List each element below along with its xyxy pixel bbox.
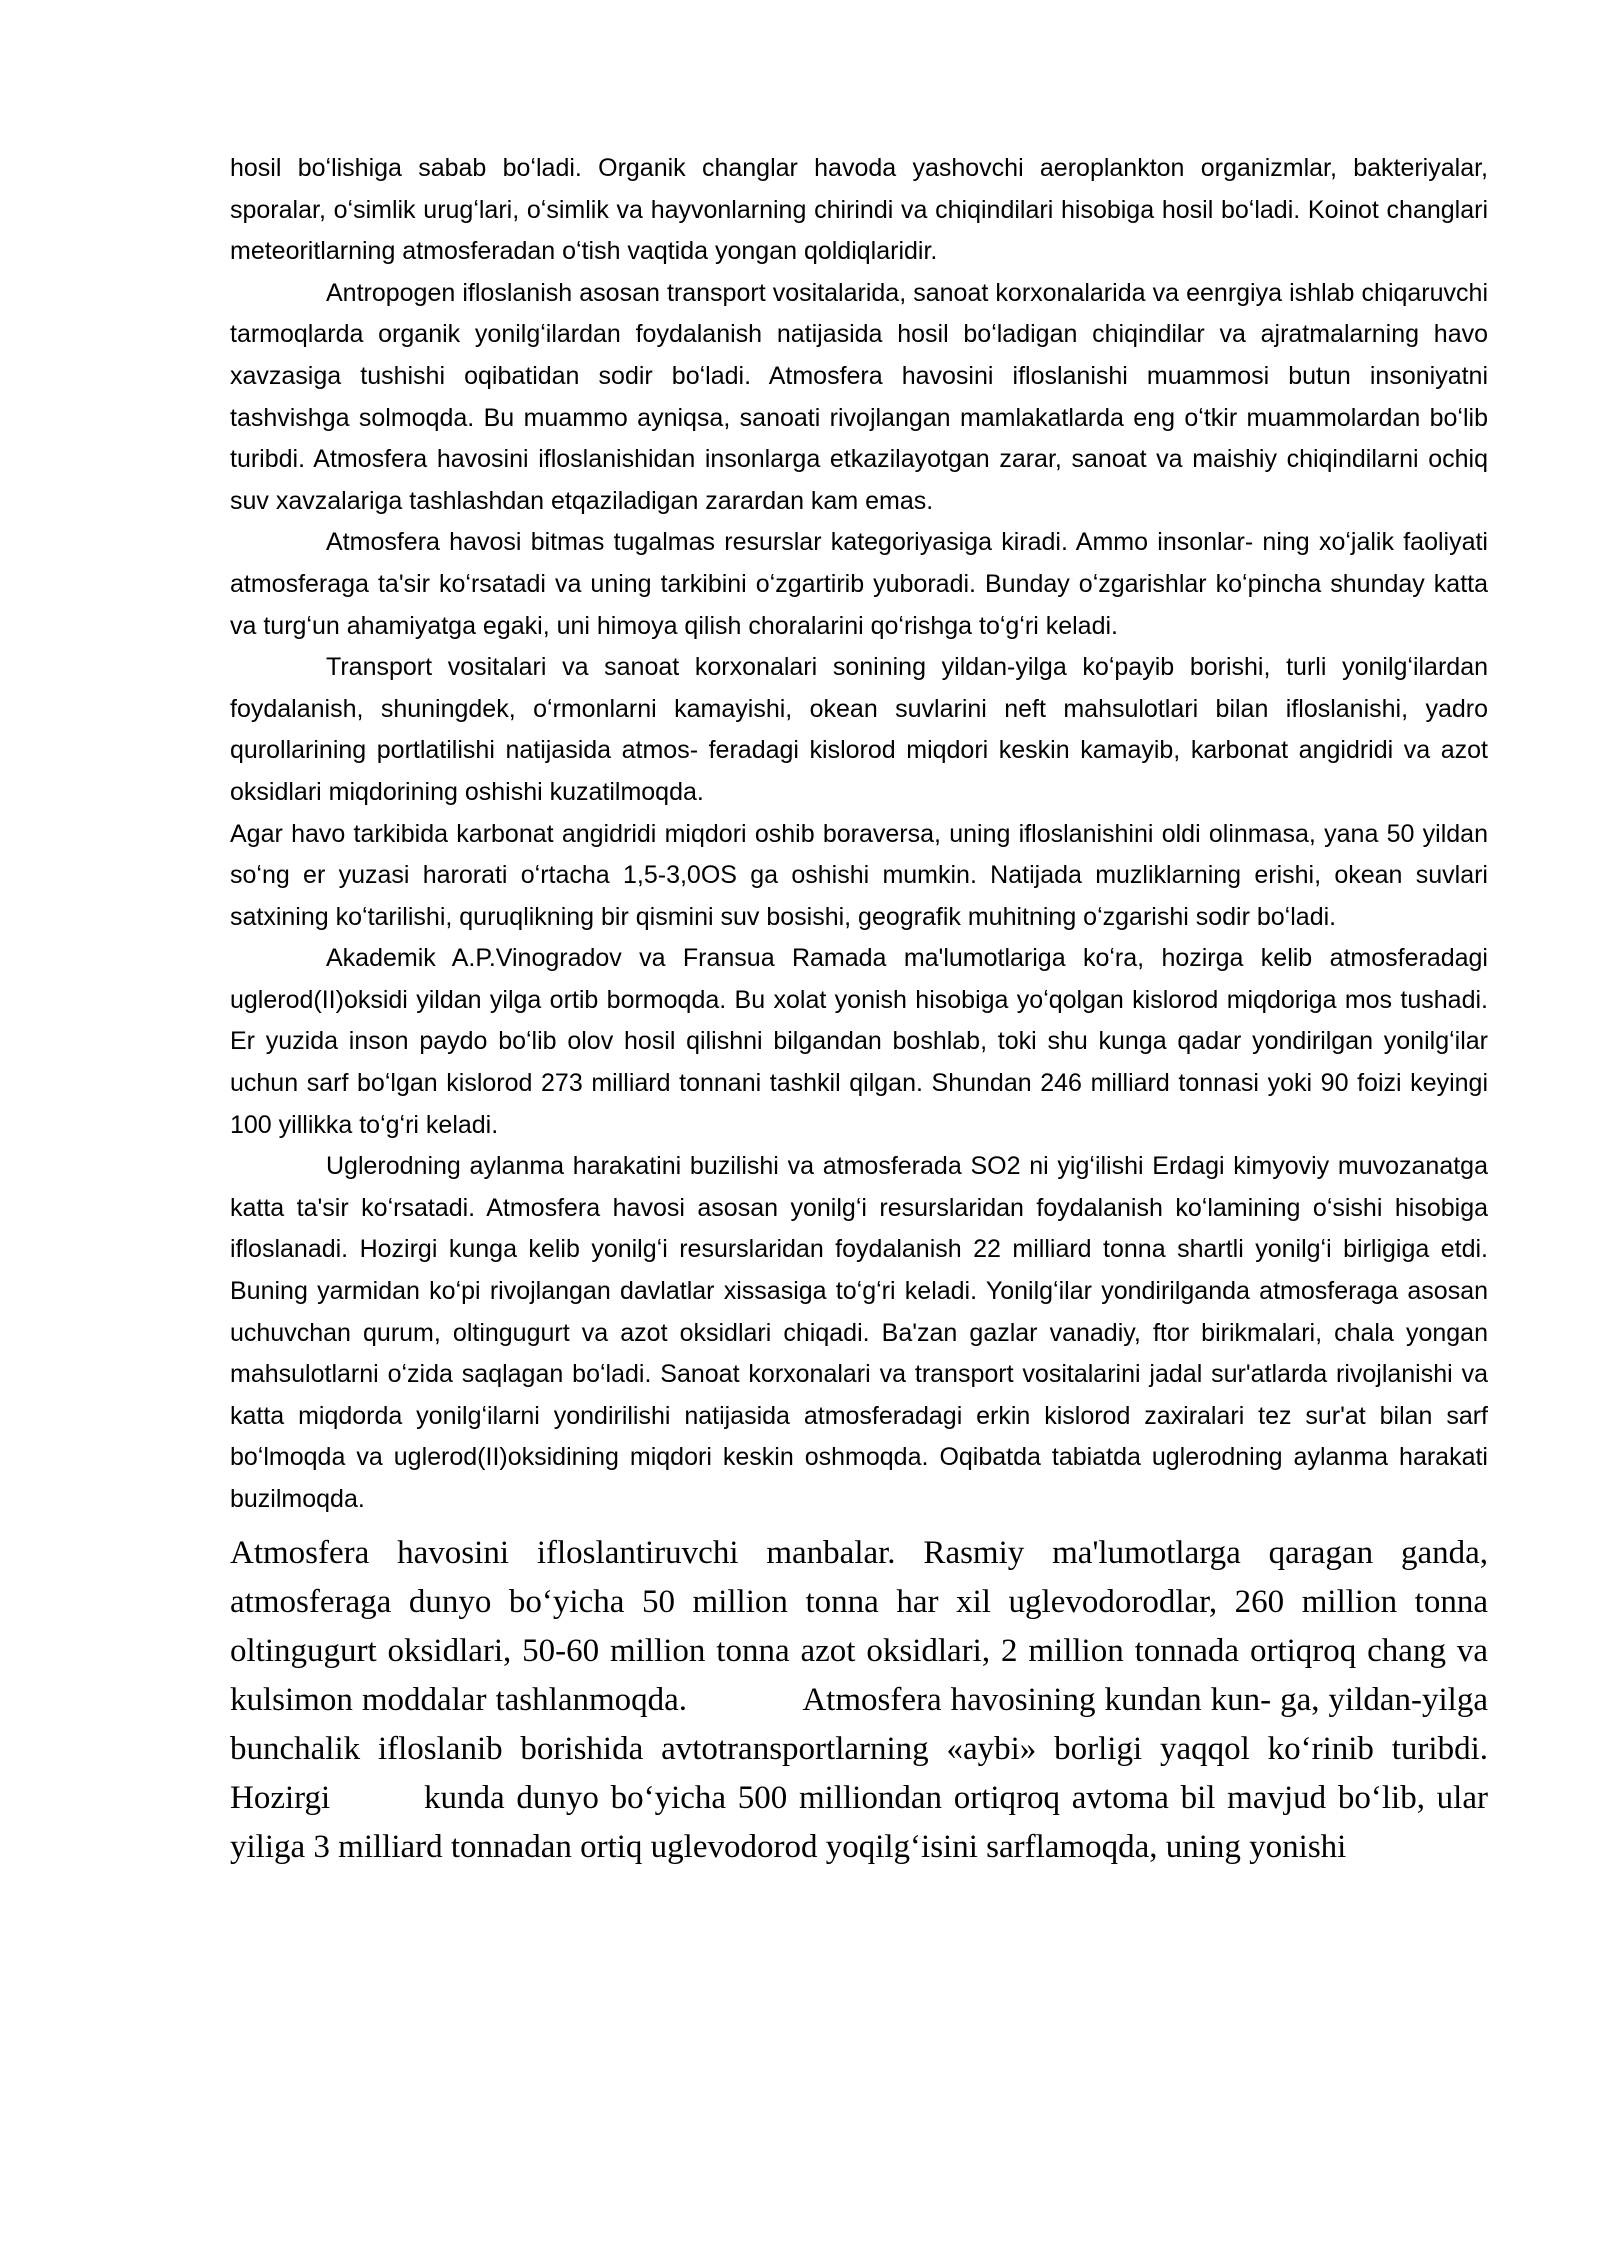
paragraph-4: Transport vositalari va sanoat korxonalari sonining yildan-yilga koʻpayib borishi, turli yonilgʻilardan foydalanish, shuningdek, oʻrmonlarni kamayishi, okean suvlarini neft mahsulotlari bilan ifloslanishi, yadro qurollarining portlatilishi natijasida atmos- feradagi kislorod miqdori keskin kamayib, karbonat angidridi va azot oksidlari miqdorining oshishi kuzatilmoqda. [230, 653, 1488, 806]
paragraph-3: Atmosfera havosi bitmas tugalmas resurslar kategoriyasiga kiradi. Ammo insonlar- ning xoʻjalik faoliyati atmosferaga ta'sir koʻrsatadi va uning tarkibini oʻzgartirib yuboradi. Bunday oʻzgarishlar koʻpincha shunday katta va turgʻun ahamiyatga egaki, uni himoya qilish choralarini qoʻrishga toʻgʻri keladi. [230, 528, 1488, 640]
paragraph-6: Akademik A.P.Vinogradov va Fransua Ramada ma'lumotlariga koʻra, hozirga kelib atmosferadagi uglerod(II)oksidi yildan yilga ortib bormoqda. Bu xolat yonish hisobiga yoʻqolgan kislorod miqdoriga mos tushadi. Er yuzida inson paydo boʻlib olov hosil qilishni bilgandan boshlab, toki shu kunga qadar yondirilgan yonilgʻilar uchun sarf boʻlgan kislorod 273 milliard tonnani tashkil qilgan. Shundan 246 milliard tonnasi yoki 90 foizi keyingi 100 yillikka toʻgʻri keladi. [230, 944, 1488, 1139]
paragraph-8: Atmosfera havosini ifloslantiruvchi manbalar. Rasmiy ma'lumotlarga qaragan ganda, atmosferaga dunyo boʻyicha 50 million tonna har xil uglevodorodlar, 260 million tonna oltingugurt oksidlari, 50-60 million tonna azot oksidlari, 2 million tonnada ortiqroq chang va kulsimon moddalar tashlanmoqda. Atmosfera havosining kundan kun- ga, yildan-yilga bunchalik ifloslanib borishida avtotransportlarning «aybi» borligi yaqqol koʻrinib turibdi. Hozirgi kunda dunyo boʻyicha 500 milliondan ortiqroq avtoma bil mavjud boʻlib, ular yiliga 3 milliard tonnadan ortiq uglevodorod yoqilgʻisini sarflamoqda, uning yonishi [230, 1534, 1546, 1865]
paragraph-1: hosil boʻlishiga sabab boʻladi. Organik changlar havoda yashovchi aeroplankton organizmlar, bakteriyalar, sporalar, oʻsimlik urugʻlari, oʻsimlik va hayvonlarning chirindi va chiqindilari hisobiga hosil boʻladi. Koinot changlari meteoritlarning atmosferadan oʻtish vaqtida yongan qoldiqlaridir. [230, 154, 1488, 266]
paragraph-7: Uglerodning aylanma harakatini buzilishi va atmosferada SO2 ni yigʻilishi Erdagi kimyoviy muvozanatga katta ta'sir koʻrsatadi. Atmosfera havosi asosan yonilgʻi resurslaridan foydalanish koʻlamining oʻsishi hisobiga ifloslanadi. Hozirgi kunga kelib yonilgʻi resurslaridan foydalanish 22 milliard tonna shartli yonilgʻi birligiga etdi. Buning yarmidan koʻpi rivojlangan davlatlar xissasiga toʻgʻri keladi. Yonilgʻilar yondirilganda atmosferaga asosan uchuvchan qurum, oltingugurt va azot oksidlari chiqadi. Ba'zan gazlar vanadiy, ftor birikmalari, chala yongan mahsulotlarni oʻzida saqlagan boʻladi. Sanoat korxonalari va transport vositalarini jadal sur'atlarda rivojlanishi va katta miqdorda yonilgʻilarni yondirilishi natijasida atmosferadagi erkin kislorod zaxiralari tez sur'at bilan sarf boʻlmoqda va uglerod(II)oksidining miqdori keskin oshmoqda. Oqibatda tabiatda uglerodning aylanma harakati buzilmoqda. [230, 1152, 1488, 1513]
paragraph-2: Antropogen ifloslanish asosan transport vositalarida, sanoat korxonalarida va eenrgiya ishlab chiqaruvchi tarmoqlarda organik yonilgʻilardan foydalanish natijasida hosil boʻladigan chiqindilar va ajratmalarning havo xavzasiga tushishi oqibatidan sodir boʻladi. Atmosfera havosini ifloslanishi muammosi butun insoniyatni tashvishga solmoqda. Bu muammo ayniqsa, sanoati rivojlangan mamlakatlarda eng oʻtkir muammolardan boʻlib turibdi. Atmosfera havosini ifloslanishidan insonlarga etkazilayotgan zarar, sanoat va maishiy chiqindilarni ochiq suv xavzalariga tashlashdan etqaziladigan zarardan kam emas. [230, 278, 1488, 515]
document-page [230, 148, 1546, 1872]
paragraph-5: Agar havo tarkibida karbonat angidridi miqdori oshib boraversa, uning ifloslanishini oldi olinmasa, yana 50 yildan soʻng er yuzasi harorati oʻrtacha 1,5-3,0OS ga oshishi mumkin. Natijada muzliklarning erishi, okean suvlari satxining koʻtarilishi, quruqlikning bir qismini suv bosishi, geografik muhitning oʻzgarishi sodir boʻladi. [230, 819, 1488, 931]
